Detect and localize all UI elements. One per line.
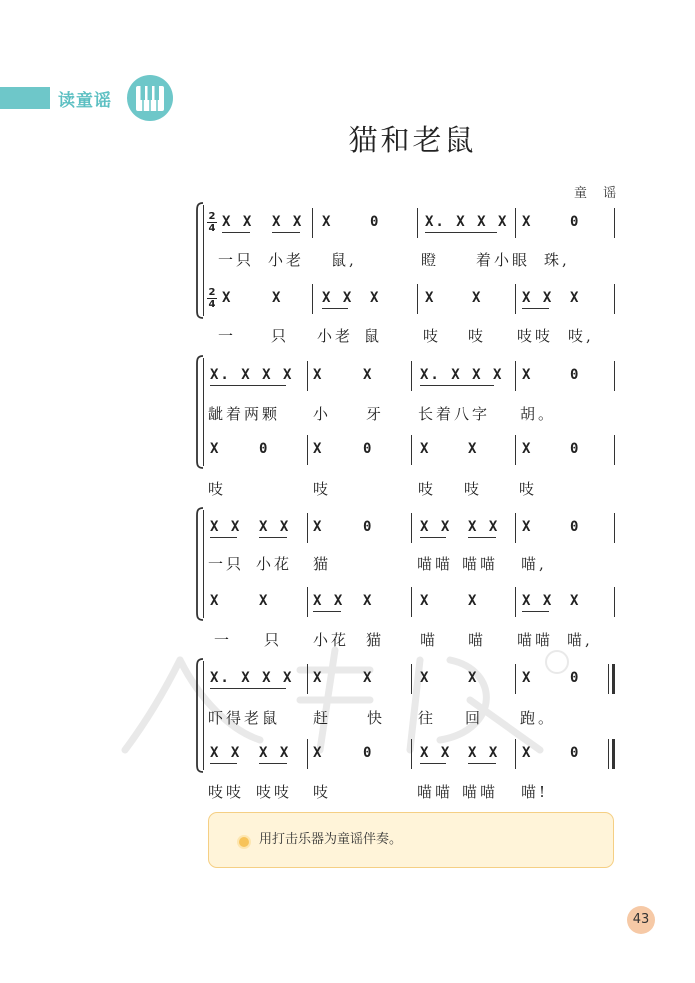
lyric-syllable: 喵 bbox=[420, 631, 439, 649]
rhythm-note: X X bbox=[420, 745, 452, 761]
rhythm-note: X X bbox=[259, 745, 291, 761]
beam-underline bbox=[259, 763, 287, 764]
lyric-syllable: 往 bbox=[418, 709, 437, 727]
rhythm-note: X. X X X bbox=[425, 214, 509, 230]
rhythm-note: X bbox=[522, 670, 533, 686]
rhythm-note: 0 bbox=[259, 441, 270, 457]
rhythm-note: X bbox=[370, 290, 381, 306]
lyric-syllable: 一只 bbox=[208, 555, 245, 573]
rhythm-note: 0 bbox=[570, 670, 581, 686]
lyric-syllable: 吱吱 bbox=[517, 327, 554, 345]
barline bbox=[312, 208, 313, 238]
system-start-barline bbox=[203, 205, 204, 316]
lyric-syllable: 小花 bbox=[256, 555, 293, 573]
barline bbox=[614, 587, 615, 617]
barline bbox=[411, 513, 412, 543]
barline bbox=[515, 587, 516, 617]
rhythm-note: X. X X X bbox=[210, 670, 294, 686]
rhythm-note: 0 bbox=[363, 441, 374, 457]
rhythm-note: X bbox=[522, 367, 533, 383]
barline bbox=[411, 587, 412, 617]
rhythm-note: X bbox=[468, 670, 479, 686]
barline bbox=[307, 435, 308, 465]
rhythm-note: X bbox=[313, 670, 324, 686]
lyric-syllable: 猫 bbox=[313, 555, 332, 573]
rhythm-note: X X bbox=[522, 593, 554, 609]
rhythm-note: X bbox=[222, 290, 233, 306]
rhythm-note: X bbox=[259, 593, 270, 609]
beam-underline bbox=[210, 763, 237, 764]
lyric-syllable: 只 bbox=[264, 631, 283, 649]
lyric-syllable: 瞪 bbox=[421, 251, 440, 269]
system-start-barline bbox=[203, 661, 204, 770]
lyric-syllable: 珠, bbox=[544, 251, 570, 269]
rhythm-note: X X bbox=[222, 214, 254, 230]
lyric-syllable: 喵, bbox=[567, 631, 593, 649]
lyric-syllable: 喵喵 bbox=[417, 783, 454, 801]
beam-underline bbox=[468, 537, 496, 538]
rhythm-note: X X bbox=[468, 745, 500, 761]
lyric-syllable: 一 bbox=[218, 327, 237, 345]
beam-underline bbox=[210, 537, 237, 538]
rhythm-note: X bbox=[363, 367, 374, 383]
beam-underline bbox=[420, 537, 446, 538]
rhythm-note: X bbox=[425, 290, 436, 306]
barline bbox=[515, 208, 516, 238]
lyric-syllable: 喵喵 bbox=[417, 555, 454, 573]
rhythm-note: X X bbox=[468, 519, 500, 535]
lyric-syllable: 吱 bbox=[519, 480, 538, 498]
rhythm-note: 0 bbox=[363, 519, 374, 535]
barline bbox=[614, 435, 615, 465]
beam-underline bbox=[233, 385, 286, 386]
lyric-syllable: 吱 bbox=[423, 327, 442, 345]
rhythm-note: X X bbox=[313, 593, 345, 609]
barline bbox=[411, 435, 412, 465]
rhythm-note: X bbox=[522, 745, 533, 761]
section-label: 读童谣 bbox=[58, 91, 112, 111]
barline bbox=[307, 587, 308, 617]
rhythm-note: 0 bbox=[370, 214, 381, 230]
barline bbox=[515, 739, 516, 769]
rhythm-note: X X bbox=[322, 290, 354, 306]
rhythm-note: 0 bbox=[570, 367, 581, 383]
lyric-syllable: 鼠 bbox=[364, 327, 383, 345]
lyric-syllable: 一只 bbox=[218, 251, 255, 269]
lyric-syllable: 胡。 bbox=[520, 405, 557, 423]
lyric-syllable: 小老 bbox=[268, 251, 305, 269]
lyric-syllable: 猫 bbox=[366, 631, 385, 649]
rhythm-note: X. X X X bbox=[420, 367, 504, 383]
rhythm-note: X X bbox=[210, 519, 242, 535]
lyric-syllable: 吓 bbox=[208, 709, 227, 727]
tip-text: 用打击乐器为童谣伴奏。 bbox=[259, 832, 403, 847]
rhythm-note: X bbox=[313, 519, 324, 535]
time-signature-top: 2 bbox=[208, 287, 216, 298]
barline bbox=[515, 664, 516, 694]
beam-underline bbox=[272, 232, 300, 233]
rhythm-note: X X bbox=[272, 214, 304, 230]
lyric-syllable: 喵 bbox=[468, 631, 487, 649]
rhythm-note: X X bbox=[522, 290, 554, 306]
lyric-syllable: 长 bbox=[418, 405, 437, 423]
barline bbox=[515, 513, 516, 543]
beam-underline bbox=[448, 232, 497, 233]
rhythm-note: X bbox=[322, 214, 333, 230]
barline bbox=[515, 435, 516, 465]
lyric-syllable: 吱 bbox=[208, 480, 227, 498]
rhythm-note: X X bbox=[420, 519, 452, 535]
rhythm-note: X bbox=[420, 670, 431, 686]
barline bbox=[417, 208, 418, 238]
lyric-syllable: 着两颗 bbox=[226, 405, 281, 423]
page-number: 43 bbox=[627, 906, 655, 934]
beam-underline bbox=[420, 763, 446, 764]
barline bbox=[307, 361, 308, 391]
rhythm-note: X bbox=[522, 214, 533, 230]
barline bbox=[312, 284, 313, 314]
barline bbox=[515, 361, 516, 391]
rhythm-note: X. X X X bbox=[210, 367, 294, 383]
beam-underline bbox=[468, 763, 496, 764]
rhythm-note: 0 bbox=[363, 745, 374, 761]
rhythm-note: X X bbox=[210, 745, 242, 761]
rhythm-note: X bbox=[210, 593, 221, 609]
time-signature bbox=[207, 288, 217, 309]
barline bbox=[614, 284, 615, 314]
lyric-syllable: 喵喵 bbox=[462, 555, 499, 573]
system-start-barline bbox=[203, 358, 204, 466]
lyric-syllable: 赶 bbox=[313, 709, 332, 727]
lyric-syllable: 小花 bbox=[313, 631, 350, 649]
rhythm-note: X bbox=[313, 367, 324, 383]
beam-underline bbox=[233, 688, 286, 689]
rhythm-note: X bbox=[313, 441, 324, 457]
beam-underline bbox=[443, 385, 494, 386]
beam-underline bbox=[222, 232, 250, 233]
lyric-syllable: 着八字 bbox=[436, 405, 491, 423]
beam-underline bbox=[522, 308, 549, 309]
rhythm-note: X bbox=[313, 745, 324, 761]
rhythm-note: X bbox=[522, 519, 533, 535]
rhythm-note: X bbox=[210, 441, 221, 457]
rhythm-note: X bbox=[570, 593, 581, 609]
barline bbox=[614, 208, 615, 238]
lyric-syllable: 快 bbox=[367, 709, 386, 727]
lyric-syllable: 龇 bbox=[208, 405, 227, 423]
system-start-barline bbox=[203, 510, 204, 618]
barline bbox=[417, 284, 418, 314]
lyric-syllable: 喵! bbox=[521, 783, 549, 801]
barline bbox=[608, 664, 609, 694]
barline bbox=[614, 361, 615, 391]
barline bbox=[307, 513, 308, 543]
barline bbox=[515, 284, 516, 314]
bullet-dot-icon bbox=[239, 837, 249, 847]
rhythm-note: X bbox=[468, 441, 479, 457]
rhythm-note: 0 bbox=[570, 214, 581, 230]
lyric-syllable: 牙 bbox=[366, 405, 385, 423]
rhythm-note: X bbox=[363, 670, 374, 686]
lyric-syllable: 吱 bbox=[313, 783, 332, 801]
barline bbox=[608, 739, 609, 769]
song-title: 猫和老鼠 bbox=[348, 123, 477, 157]
lyric-syllable: 着小眼 bbox=[476, 251, 531, 269]
lyric-syllable: 鼠, bbox=[331, 251, 357, 269]
lyric-syllable: 吱 bbox=[464, 480, 483, 498]
barline bbox=[614, 513, 615, 543]
tip-box bbox=[208, 812, 614, 868]
lyric-syllable: 吱 bbox=[468, 327, 487, 345]
barline bbox=[411, 361, 412, 391]
lyric-syllable: 吱 bbox=[313, 480, 332, 498]
rhythm-note: X bbox=[272, 290, 283, 306]
rhythm-note: X bbox=[472, 290, 483, 306]
lyric-syllable: 吱吱 bbox=[256, 783, 293, 801]
rhythm-note: 0 bbox=[570, 745, 581, 761]
rhythm-note: X bbox=[420, 441, 431, 457]
beam-underline bbox=[313, 611, 341, 612]
final-barline bbox=[612, 664, 615, 694]
time-signature-bottom: 4 bbox=[208, 223, 216, 234]
lyric-syllable: 只 bbox=[271, 327, 290, 345]
rhythm-note: X bbox=[363, 593, 374, 609]
genre-label: 童 谣 bbox=[574, 186, 623, 201]
lyric-syllable: 小老 bbox=[317, 327, 354, 345]
time-signature-bottom: 4 bbox=[208, 299, 216, 310]
lyric-syllable: 喵, bbox=[521, 555, 547, 573]
rhythm-note: X bbox=[468, 593, 479, 609]
time-signature-top: 2 bbox=[208, 211, 216, 222]
lyric-syllable: 一 bbox=[214, 631, 233, 649]
barline bbox=[307, 664, 308, 694]
rhythm-note: X bbox=[570, 290, 581, 306]
rhythm-note: 0 bbox=[570, 519, 581, 535]
lyric-syllable: 喵喵 bbox=[462, 783, 499, 801]
lyric-syllable: 得老鼠 bbox=[226, 709, 281, 727]
beam-underline bbox=[522, 611, 549, 612]
lyric-syllable: 吱吱 bbox=[208, 783, 245, 801]
time-signature bbox=[207, 212, 217, 233]
rhythm-note: X bbox=[522, 441, 533, 457]
barline bbox=[411, 664, 412, 694]
rhythm-note: X X bbox=[259, 519, 291, 535]
lyric-syllable: 喵喵 bbox=[517, 631, 554, 649]
lyric-syllable: 回 bbox=[465, 709, 484, 727]
rhythm-note: 0 bbox=[570, 441, 581, 457]
lyric-syllable: 吱, bbox=[568, 327, 594, 345]
beam-underline bbox=[322, 308, 348, 309]
barline bbox=[411, 739, 412, 769]
lyric-syllable: 吱 bbox=[418, 480, 437, 498]
lyric-syllable: 跑。 bbox=[520, 709, 557, 727]
lyric-syllable: 小 bbox=[313, 405, 332, 423]
rhythm-note: X bbox=[420, 593, 431, 609]
final-barline bbox=[612, 739, 615, 769]
barline bbox=[307, 739, 308, 769]
beam-underline bbox=[259, 537, 287, 538]
